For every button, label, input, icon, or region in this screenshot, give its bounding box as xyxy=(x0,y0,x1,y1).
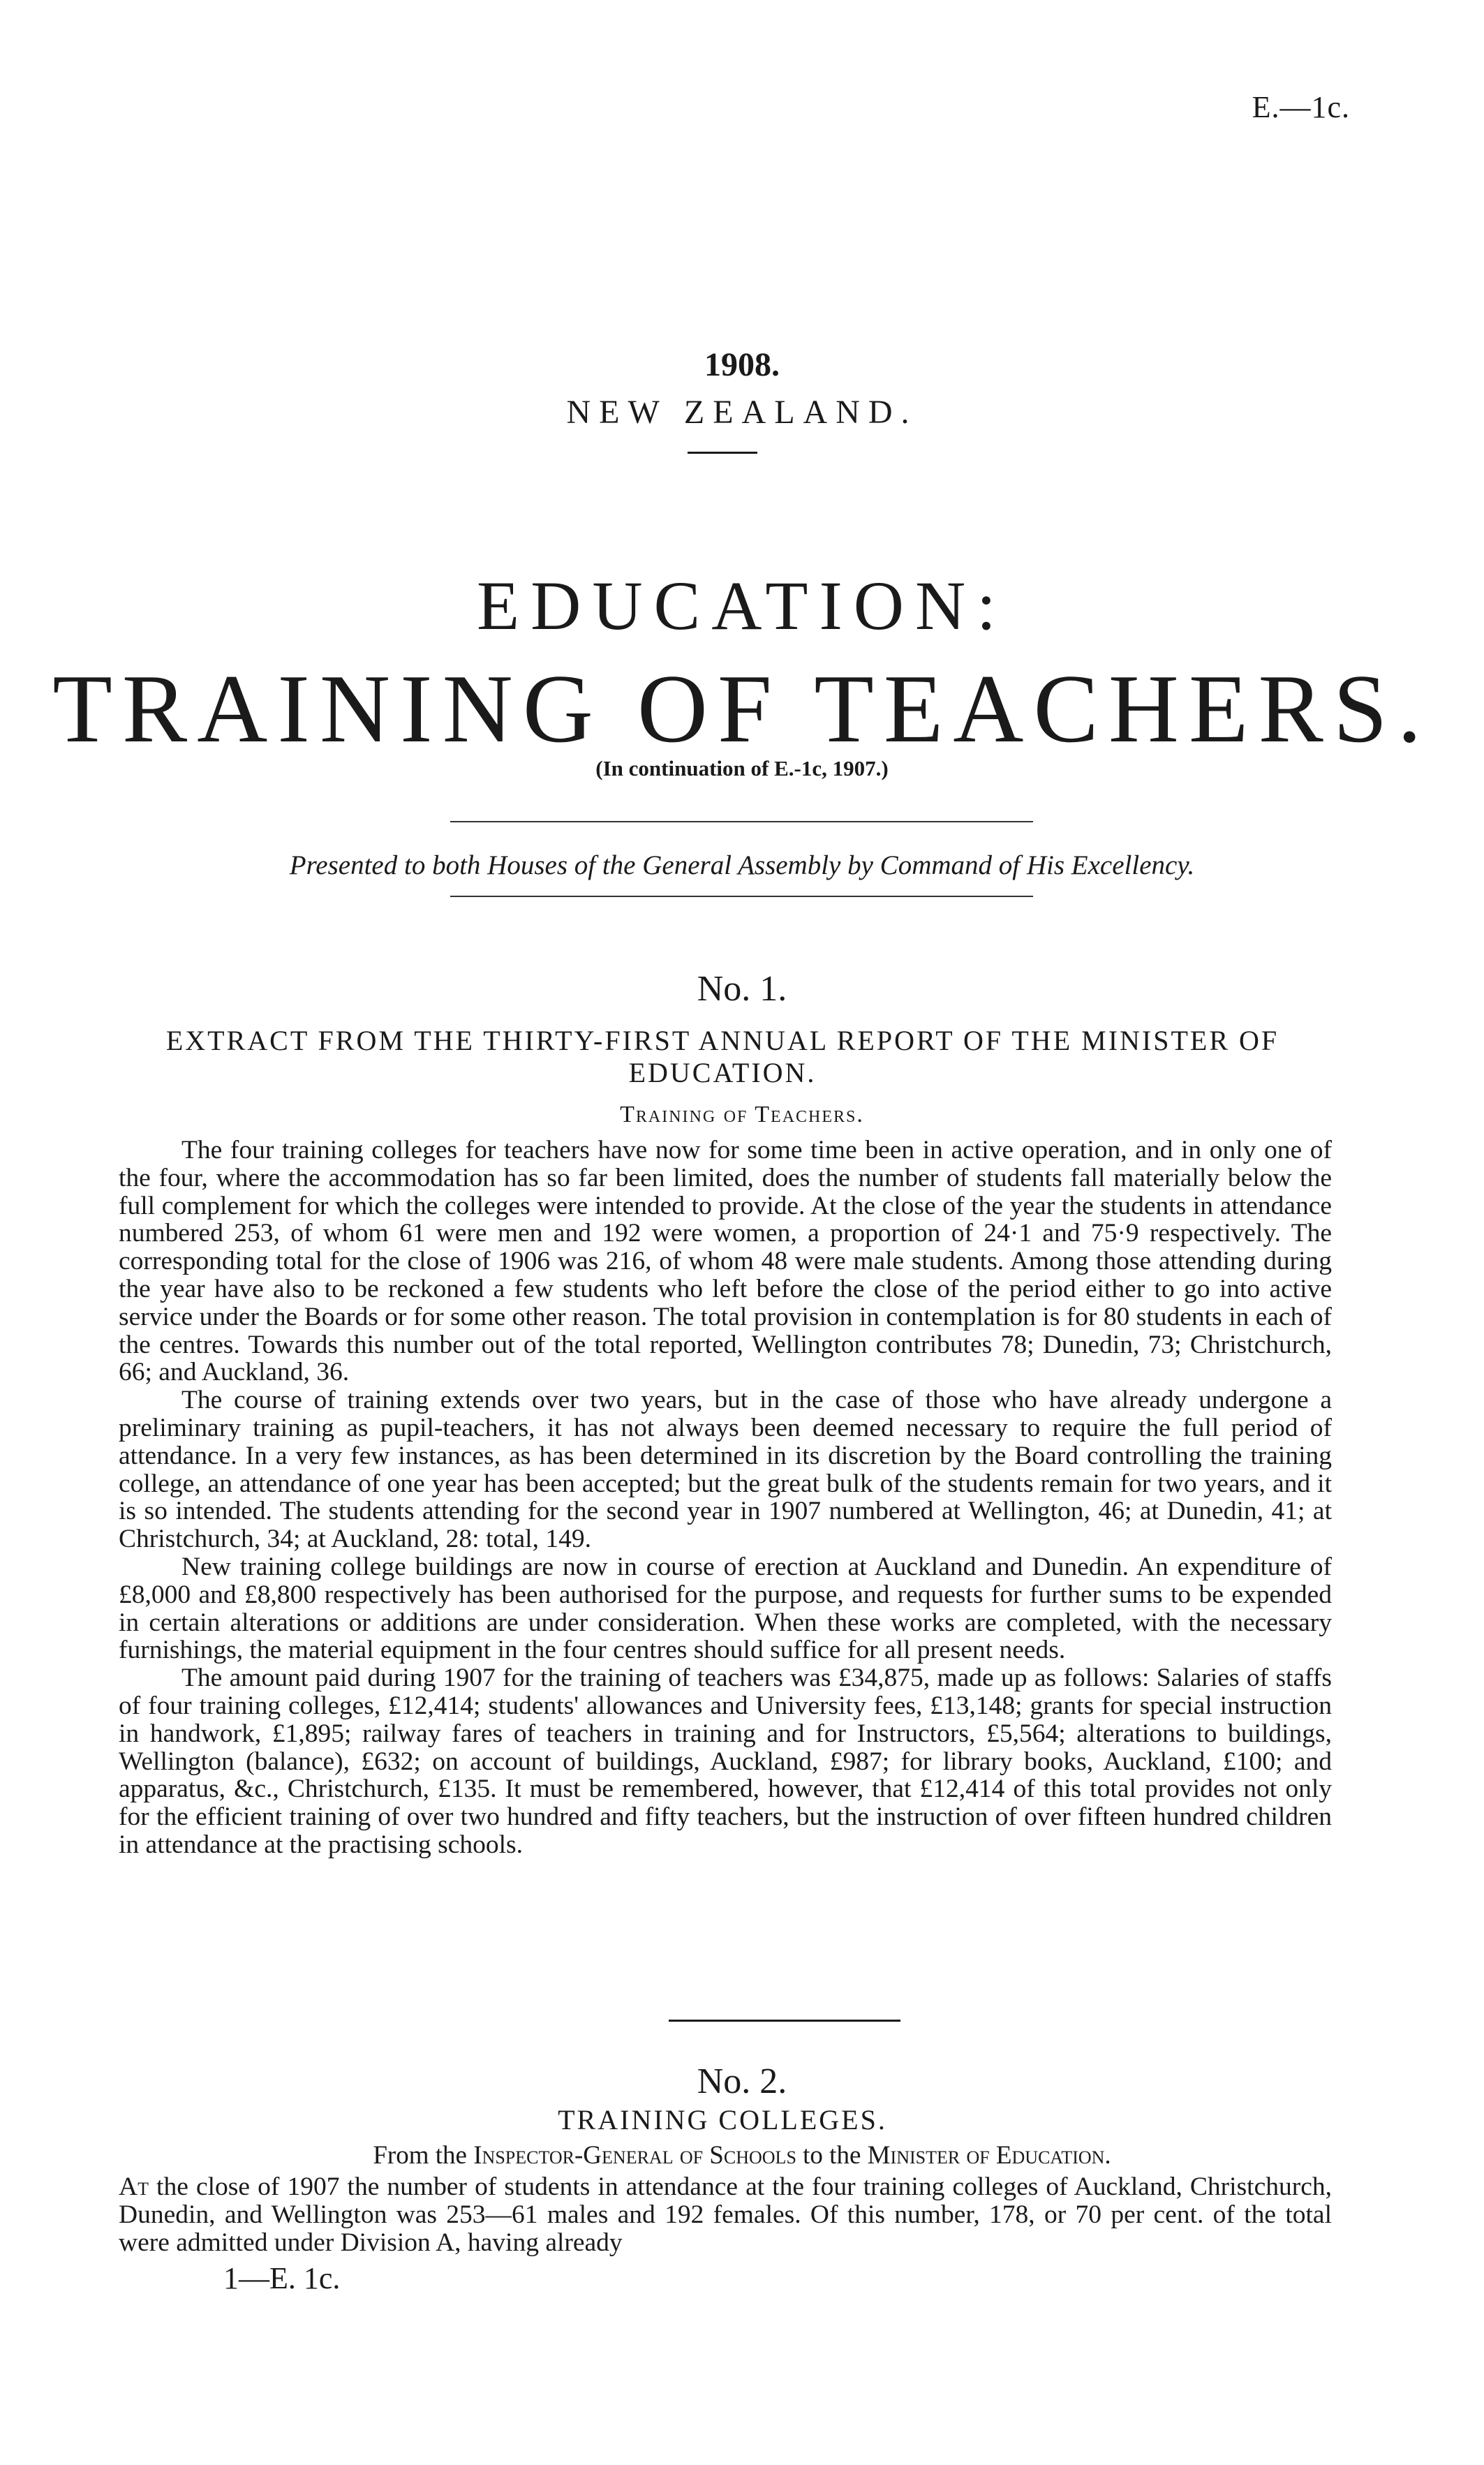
lead-word: At xyxy=(119,2172,149,2201)
from-mid: to the xyxy=(796,2141,868,2170)
divider-rule xyxy=(450,896,1033,897)
from-prefix: From the xyxy=(373,2141,474,2170)
section-number: No. 2. xyxy=(697,2061,787,2101)
section1-body xyxy=(119,1137,1332,1859)
paragraph: The amount paid during 1907 for the training of teachers was £34,875, made up as follows: Salaries of staffs of four training colleges, £12,414; students' allowances and University fees, £13,148; grants for special instruction in handwork, £1,895; railway fares of teachers in training and for Instructors, £5,564; alterations to buildings, Wellington (balance), £632; on account of buildings, Auckland, £987; for library books, Auckland, £100; and apparatus, &c., Christchurch, £135. It must be remembered, however, that £12,414 of this total provides not only for the efficient training of over two hundred and fifty teachers, but the instruction of over fifteen hundred children in attendance at the practising schools. xyxy=(119,1664,1332,1859)
paragraph: The four training colleges for teachers have now for some time been in active operation, and in only one of the four, where the accommodation has so far been limited, does the number of students fall materially below the full complement for which the colleges were intended to provide. At the close of the year the students in attendance numbered 253, of whom 61 were men and 192 were women, a proportion of 24·1 and 75·9 respectively. The corresponding total for the close of 1906 was 216, of whom 48 were male students. Among those attending during the year have also to be reckoned a few students who left before the close of the period either to go into active service under the Boards or for some other reason. The total provision in contemplation is for 80 students in each of the centres. Towards this number out of the total reported, Wellington contributes 78; Dunedin, 73; Christchurch, 66; and Auckland, 36. xyxy=(119,1136,1332,1387)
divider-rule xyxy=(669,2020,900,2022)
from-recipient: Minister of Education. xyxy=(867,2141,1111,2170)
paragraph-text: the close of 1907 the number of students in attendance at the four training colleges of Auckland, Christchurch, Dunedin, and Wellington was 253—61 males and 192 females. Of this number, 178, or 70 per cent. of the total were admitted under Division A, having already xyxy=(119,2172,1332,2257)
divider-rule xyxy=(450,821,1033,822)
from-sender: Inspector-General of Schools xyxy=(473,2141,796,2170)
section-heading: EXTRACT FROM THE THIRTY-FIRST ANNUAL REPORT OF THE MINISTER OF EDUCATION. xyxy=(165,1025,1279,1088)
divider-rule xyxy=(688,452,757,454)
paragraph: The course of training extends over two years, but in the case of those who have already undergone a preliminary training as pupil-teachers, it has not always been deemed necessary to require the full period of attendance. In a very few instances, as has been determined in its discretion by the Board controlling the training college, an attendance of one year has been accepted; but the great bulk of the students remain for two years, and it is so intended. The students attending for the second year in 1907 numbered at Wellington, 46; at Dunedin, 41; at Christchurch, 34; at Auckland, 28: total, 149. xyxy=(119,1386,1332,1554)
section2-body xyxy=(119,2173,1332,2256)
document-reference: E.—1c. xyxy=(1252,90,1350,124)
presented-line: Presented to both Houses of the General Assembly by Command of His Excellency. xyxy=(289,850,1195,880)
section-subheading: Training of Teachers. xyxy=(620,1102,864,1127)
title-training-of-teachers: TRAINING OF TEACHERS. xyxy=(52,655,1432,763)
paragraph xyxy=(119,2173,1332,2256)
paragraph: New training college buildings are now in course of erection at Auckland and Dunedin. An expenditure of £8,000 and £8,800 respectively has been authorised for the purpose, and requests for further sums to be expended in certain alterations or additions are under consideration. When these works are completed, with the necessary furnishings, the material equipment in the four centres should suffice for all present needs. xyxy=(119,1552,1332,1665)
continuation-note: (In continuation of E.-1c, 1907.) xyxy=(595,756,889,780)
section-heading: TRAINING COLLEGES. xyxy=(558,2104,887,2135)
from-line xyxy=(0,2140,1484,2170)
section-number: No. 1. xyxy=(697,969,787,1009)
country-heading: NEW ZEALAND. xyxy=(566,394,918,431)
signature-mark: 1—E. 1c. xyxy=(223,2261,341,2295)
title-education: EDUCATION: xyxy=(477,567,1007,644)
publication-year: 1908. xyxy=(704,346,780,383)
